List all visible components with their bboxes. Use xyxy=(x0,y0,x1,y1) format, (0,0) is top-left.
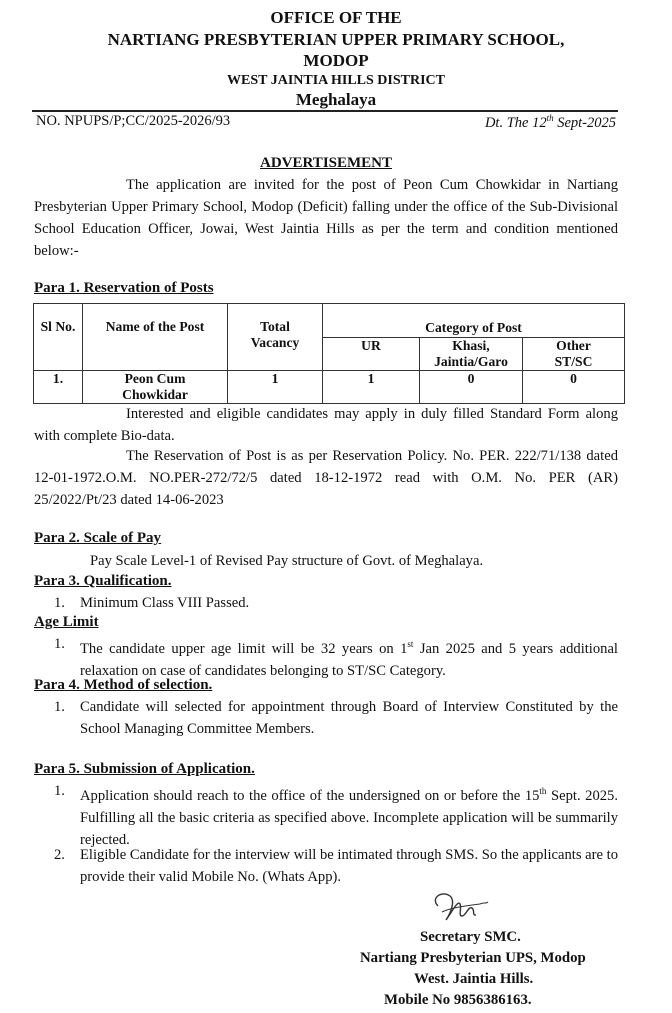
th-other: Other ST/SC xyxy=(523,338,625,371)
advertisement-title: ADVERTISEMENT xyxy=(260,155,392,171)
header-place: MODOP xyxy=(303,51,369,70)
list-item: 1. Minimum Class VIII Passed. xyxy=(54,595,250,611)
list-item: 1. Application should reach to the office of the undersigned on or before the 15th Sept. 2025. Fulfilling all the basic criteria as specified above. Incomplete application will be summarily rejected. xyxy=(54,783,618,848)
para5-heading: Para 5. Submission of Application. xyxy=(34,761,255,777)
th-ur: UR xyxy=(323,338,420,371)
header-district: WEST JAINTIA HILLS DISTRICT xyxy=(227,73,445,88)
th-category: Category of Post xyxy=(323,304,625,338)
header-office: OFFICE OF THE xyxy=(270,8,402,27)
intro-paragraph: The application are invited for the post of Peon Cum Chowkidar in Nartiang Presbyterian Upper Primary School, Modop (Deficit) falling under the office of the Sub-Divisional School Education Officer, Jowai, West Jaintia Hills as per the term and condition mentioned below:- xyxy=(34,177,618,259)
header-school-name: NARTIANG PRESBYTERIAN UPPER PRIMARY SCHOOL, xyxy=(107,30,565,49)
list-item: 2. Eligible Candidate for the interview will be intimated through SMS. So the applicants are to provide their valid Mobile No. (Whats App). xyxy=(54,847,618,885)
para1-note-reservation: The Reservation of Post is as per Reservation Policy. No. PER. 222/71/138 dated 12-01-1972.O.M. NO.PER-272/72/5 dated 18-12-1972 read with O.M. No. PER (AR) 25/2022/Pt/23 dated 14-06-2023 xyxy=(34,448,618,508)
th-slno: Sl No. xyxy=(34,304,83,371)
signatory-district: West. Jaintia Hills. xyxy=(414,971,534,987)
signatory-school: Nartiang Presbyterian UPS, Modop xyxy=(360,950,586,966)
header-divider xyxy=(32,110,618,112)
para4-heading: Para 4. Method of selection. xyxy=(34,677,213,693)
reference-number: NO. NPUPS/P;CC/2025-2026/93 xyxy=(36,113,231,129)
signatory-title: Secretary SMC. xyxy=(420,929,521,945)
cell-post: Peon Cum Chowkidar xyxy=(83,371,228,404)
table-row xyxy=(34,371,625,404)
list-item: 1. Candidate will selected for appointment through Board of Interview Constituted by the School Managing Committee Members. xyxy=(54,699,618,737)
para2-heading: Para 2. Scale of Pay xyxy=(34,530,162,546)
list-item: 1. The candidate upper age limit will be 32 years on 1st Jan 2025 and 5 years additional relaxation on case of candidates belonging to ST/SC Category. xyxy=(54,636,618,679)
header-state: Meghalaya xyxy=(295,90,377,109)
cell-ur: 1 xyxy=(323,371,420,404)
handwritten-signature xyxy=(420,886,500,933)
age-limit-heading: Age Limit xyxy=(34,614,99,630)
para1-heading: Para 1. Reservation of Posts xyxy=(34,280,214,296)
th-post: Name of the Post xyxy=(83,304,228,371)
reservation-table xyxy=(33,303,625,404)
para3-heading: Para 3. Qualification. xyxy=(34,573,172,589)
para2-text: Pay Scale Level-1 of Revised Pay structure of Govt. of Meghalaya. xyxy=(90,553,484,569)
reference-date: Dt. The 12th Sept-2025 xyxy=(484,113,616,131)
cell-other: 0 xyxy=(523,371,625,404)
signatory-mobile: Mobile No 9856386163. xyxy=(384,992,532,1008)
cell-khasi: 0 xyxy=(420,371,523,404)
cell-slno: 1. xyxy=(34,371,83,404)
th-khasi: Khasi, Jaintia/Garo xyxy=(420,338,523,371)
th-vacancy: Total Vacancy xyxy=(228,304,323,371)
cell-vacancy: 1 xyxy=(228,371,323,404)
para1-note-application: Interested and eligible candidates may apply in duly filled Standard Form along with complete Bio-data. xyxy=(34,406,618,444)
